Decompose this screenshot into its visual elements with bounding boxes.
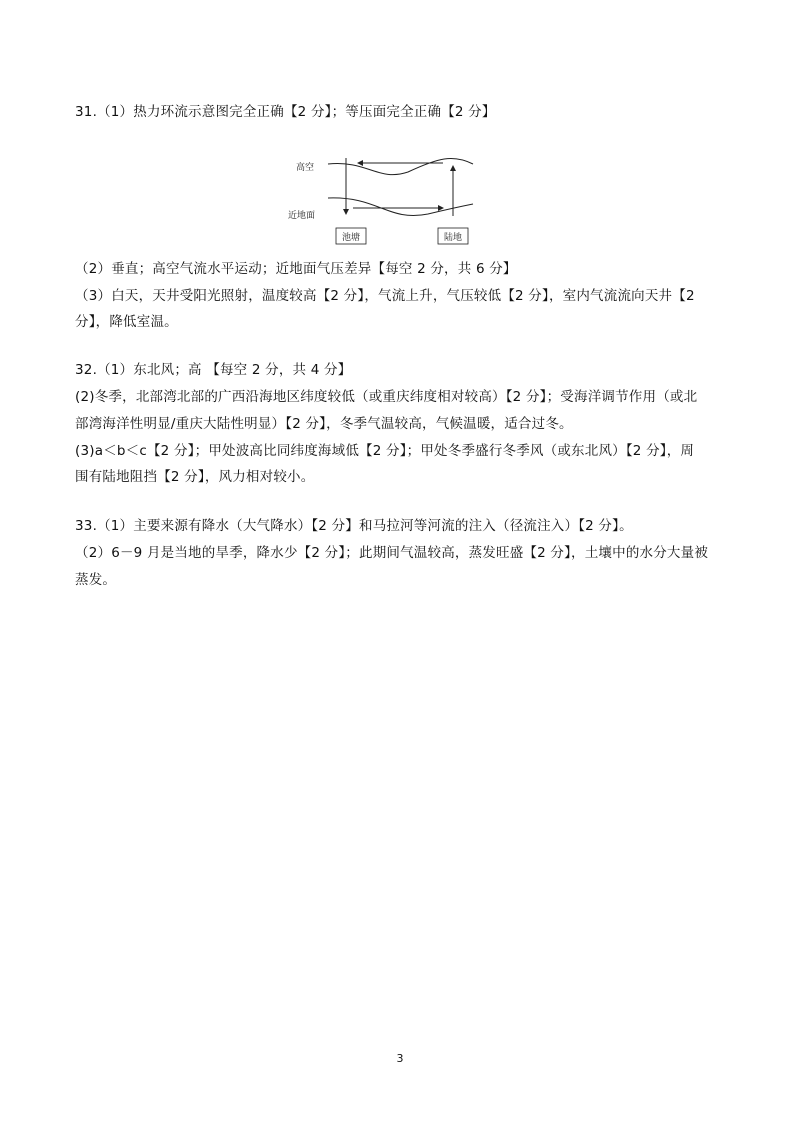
q32-line-2: (2)冬季，北部湾北部的广西沿海地区纬度较低（或重庆纬度相对较高）【2 分】；受海洋调节作用（或北	[75, 389, 698, 405]
q31-line-1: 31.（1）热力环流示意图完全正确【2 分】；等压面完全正确【2 分】	[75, 104, 496, 120]
upper-air-label: 高空	[296, 163, 315, 173]
q32-line-3: 部湾海洋性明显/重庆大陆性明显）【2 分】，冬季气温较高，气候温暖，适合过冬。	[75, 416, 573, 432]
land-label: 陆地	[444, 233, 463, 243]
q32-line-5: 围有陆地阻挡【2 分】，风力相对较小。	[75, 469, 315, 485]
upper-isobar-curve	[328, 158, 473, 174]
q33-line-3: 蒸发。	[75, 572, 117, 588]
thermal-circulation-diagram	[278, 150, 488, 250]
q32-line-4: (3)a＜b＜c【2 分】；甲处波高比同纬度海域低【2 分】；甲处冬季盛行冬季风（或东北风）【2 分】，周	[75, 443, 695, 459]
q31-line-4: 分】，降低室温。	[75, 314, 178, 330]
q31-line-3: （3）白天，天井受阳光照射，温度较高【2 分】，气流上升，气压较低【2 分】，室内气流流向天井【2	[75, 288, 695, 304]
near-ground-label: 近地面	[288, 211, 316, 221]
page-number: 3	[396, 1052, 404, 1065]
pond-label: 池塘	[342, 233, 361, 243]
lower-isobar-curve	[328, 198, 473, 216]
q31-line-2: （2）垂直；高空气流水平运动；近地面气压差异【每空 2 分，共 6 分】	[75, 261, 517, 277]
q33-line-2: （2）6－9 月是当地的旱季，降水少【2 分】；此期间气温较高，蒸发旺盛【2 分】，土壤中的水分大量被	[75, 545, 709, 561]
q32-line-1: 32.（1）东北风；高 【每空 2 分，共 4 分】	[75, 362, 352, 378]
q33-line-1: 33.（1）主要来源有降水（大气降水）【2 分】和马拉河等河流的注入（径流注入）【2 分】。	[75, 518, 633, 534]
